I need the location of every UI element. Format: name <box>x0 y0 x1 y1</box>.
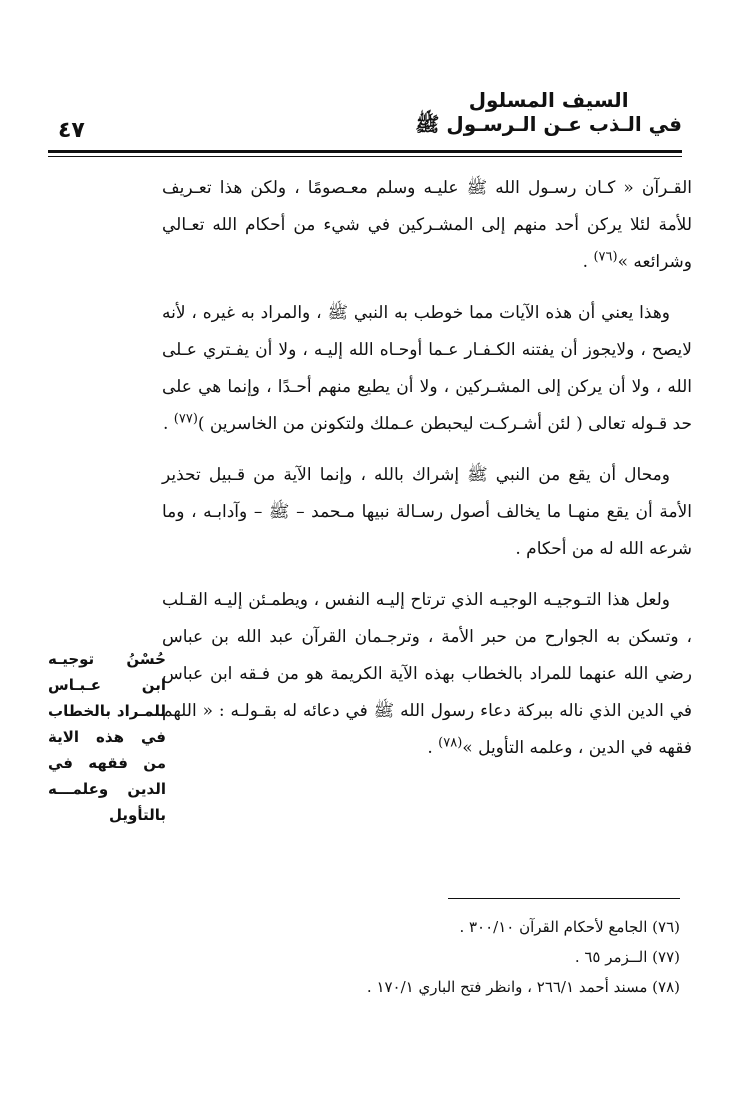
footnote: (٧٦) الجامع لأحكام القرآن ٣٠٠/١٠ . <box>459 918 680 936</box>
page-header <box>48 88 682 150</box>
paragraph-text: وهذا يعني أن هذه الآيات مما خوطب به النبي ﷺ ، والمراد به غيره ، لأنه لايصح ، ولايجوز أن يفتنه الكـفـار عـما أوحـاه الله إليـه ، ولا أن يفـتري عـلى الله ، ولا أن يركن إلى المشـركين ، ولا أن يطيع منهم أحـدًا ، وإنما هي على حد قـوله تعالى ( لئن أشـركـت ليحبطن عـملك ولتكونن من الخاسرين ) <box>162 303 692 434</box>
footnote-reference: (٧٨) <box>438 735 463 751</box>
paragraph <box>162 170 692 281</box>
page-number: ٤٧ <box>58 118 85 143</box>
book-title-line-1: السيف المسلول <box>468 88 629 112</box>
paragraph-tail: . <box>427 738 439 758</box>
paragraph-tail: . <box>582 252 594 272</box>
footnote-reference: (٧٦) <box>593 249 618 265</box>
main-text <box>162 170 692 781</box>
footnote: (٧٧) الــزمر ٦٥ . <box>574 948 680 966</box>
footnotes <box>120 912 680 1002</box>
footnote-divider <box>448 898 680 899</box>
paragraph <box>162 295 692 443</box>
paragraph-tail: . <box>162 414 174 434</box>
paragraph-text: ومحال أن يقع من النبي ﷺ إشراك بالله ، وإنما الآية من قـبيل تحذير الأمة أن يقع منهـا ما يخالف أصول رسـالة نبيها مـحمد – ﷺ – وآدابـه ، وما شرعه الله له من أحكام . <box>162 465 692 559</box>
footnote-reference: (٧٧) <box>173 411 198 427</box>
header-divider <box>48 150 682 157</box>
paragraph <box>162 457 692 568</box>
margin-note: حُسْنُ توجيـه ابن عـبـاس للمـراد بالخطاب في هذه الاية من فقهه في الدين وعلمـــه بالتأويل <box>48 650 166 824</box>
paragraph-text: ولعل هذا التـوجيـه الوجيـه الذي ترتاح إليـه النفس ، ويطمـئن إليـه القـلب ، وتسكن به الجوارح من حبر الأمة ، وترجـمان القرآن عبد الله بن عباس رضي الله عنهما للمراد بالخطاب بهذه الآية الكريمة هو من فـقه ابن عباس في الدين الذي ناله ببركة دعاء رسول الله ﷺ في دعائه له بقـولـه : « اللهم فقهه في الدين ، وعلمه التأويل » <box>162 590 692 758</box>
book-title <box>415 88 682 136</box>
paragraph <box>162 582 692 767</box>
footnote: (٧٨) مسند أحمد ٢٦٦/١ ، وانظر فتح الباري ١٧٠/١ . <box>366 978 680 996</box>
paragraph-text: القـرآن « كـان رسـول الله ﷺ عليـه وسلم معـصومًا ، ولكن هذا تعـريف للأمة لئلا يركن أحد منهم إلى المشـركين في شيء من أحكام الله تعـالي وشرائعه » <box>162 178 692 272</box>
book-title-line-2: في الـذب عـن الـرسـول ﷺ <box>415 112 682 136</box>
